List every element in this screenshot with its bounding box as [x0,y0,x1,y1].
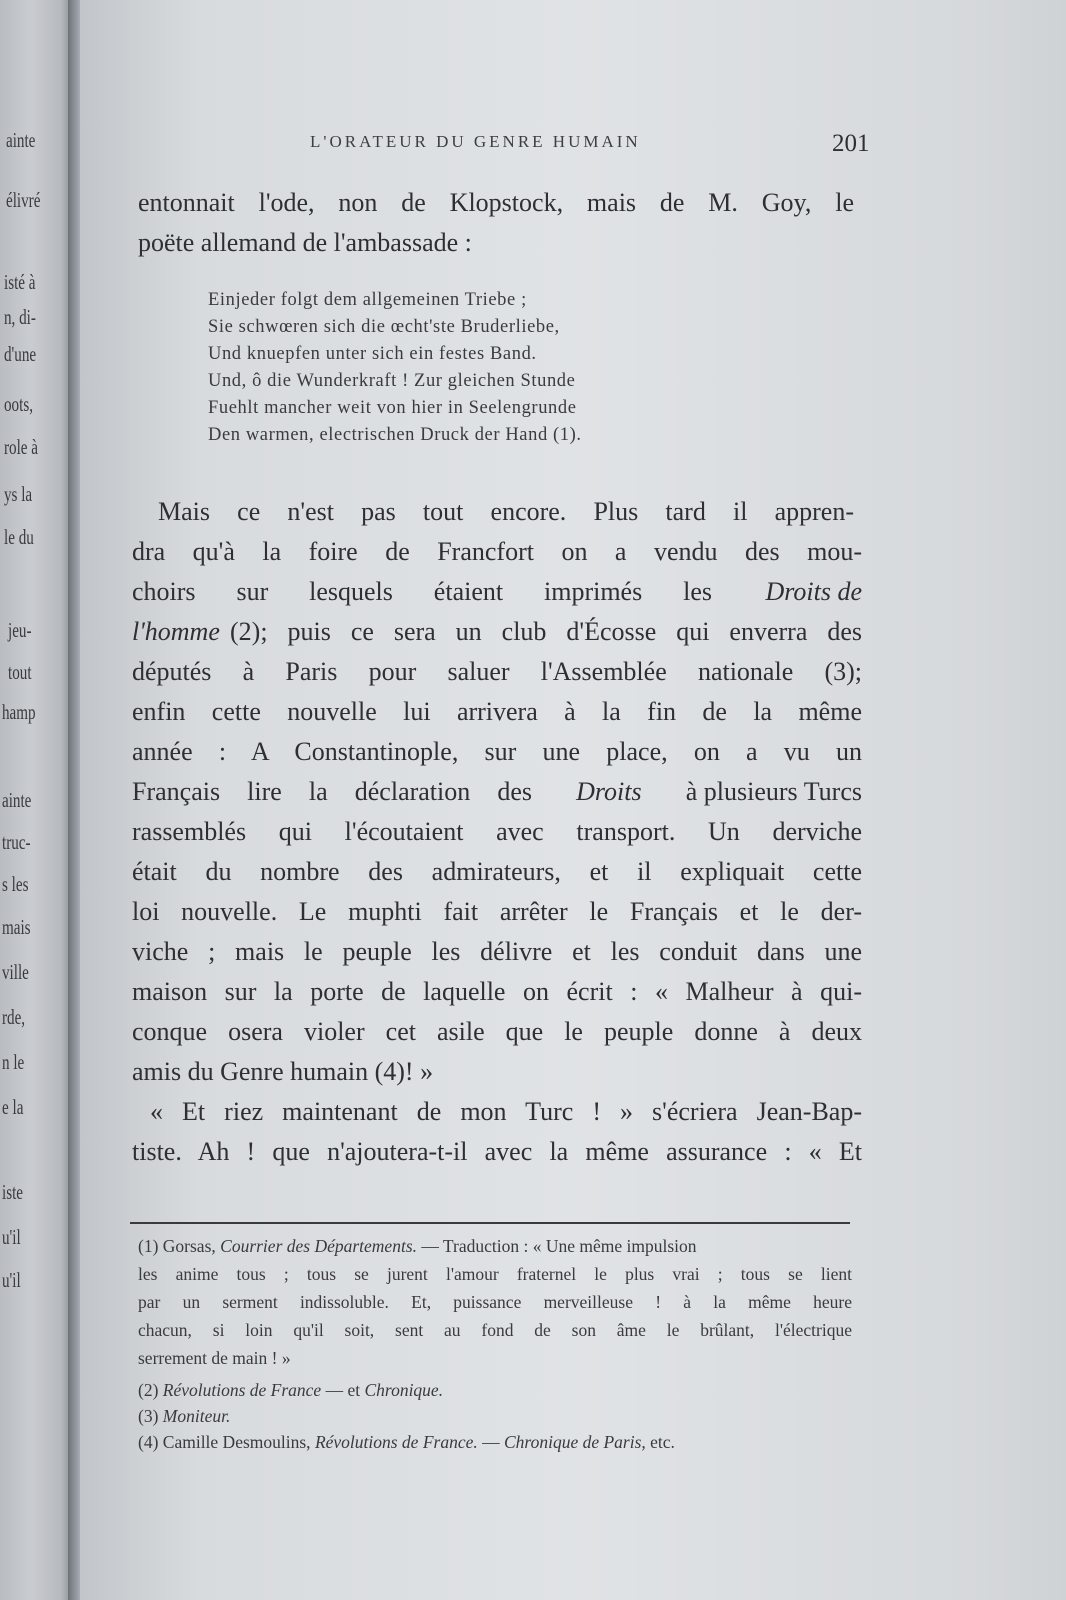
paragraph-line [132,1057,862,1087]
left-page-fragment: tout [8,660,32,684]
footnote-text: — Traduction : « Une même impulsion [421,1236,697,1256]
footnote-line [138,1320,852,1341]
left-page-fragment: hamp [2,700,36,724]
paragraph-line [132,977,862,1007]
footnote-text: par un serment indissoluble. Et, puissance merveilleuse ! à la même heure [138,1292,852,1312]
left-page-fragment: truc- [2,830,31,854]
left-page-fragment: mais [2,915,31,939]
footnote-source: Révolutions de France [162,1380,322,1400]
page-number: 201 [832,130,870,157]
footnote-number: (4) [138,1432,159,1452]
paragraph-line-text: à plusieurs Turcs [685,777,862,806]
paragraph-line [132,577,862,607]
verse-line: Sie schwœren sich die œcht'ste Bruderliebe, [208,317,560,337]
left-page-fragment: u'il [2,1225,21,1249]
footnote-source: Courrier des Départements. [220,1236,417,1256]
paragraph-line [132,697,862,727]
verse-line: Einjeder folgt dem allgemeinen Triebe ; [208,290,527,310]
paragraph-line [132,1137,862,1167]
text-line-content: entonnait l'ode, non de Klopstock, mais de M. Goy, le [138,188,854,217]
left-page-fragment: élivré [6,188,41,212]
footnote-rule [130,1222,850,1224]
paragraph-line [132,737,862,767]
paragraph-line-text: loi nouvelle. Le muphti fait arrêter le Français et le der- [132,897,862,926]
paragraph-line-text: (2); puis ce sera un club d'Écosse qui enverra des [230,617,862,646]
paragraph-line-text: tiste. Ah ! que n'ajoutera-t-il avec la même assurance : « Et [132,1137,862,1166]
footnote-2 [138,1380,443,1401]
paragraph-line [132,1017,862,1047]
paragraph-line [132,817,862,847]
text-line [138,228,854,258]
left-page-fragment: isté à [4,270,36,294]
text-line-content: poëte allemand de l'ambassade : [138,228,472,257]
verse-line: Und, ô die Wunderkraft ! Zur gleichen Stunde [208,371,576,391]
verse-line: Fuehlt mancher weit von hier in Seelengrunde [208,398,577,418]
footnote-author: Camille Desmoulins, [162,1432,311,1452]
verse-line: Den warmen, electrischen Druck der Hand (1). [208,425,582,445]
left-page-fragment: e la [2,1095,24,1119]
left-page-fragment: oots, [4,392,33,416]
footnote-source: Révolutions de France. [314,1432,478,1452]
footnote-line [138,1264,852,1285]
left-page-fragment: ys la [4,482,33,506]
paragraph-line [132,657,862,687]
left-page-fragment: u'il [2,1268,21,1292]
left-page-fragment: jeu- [8,618,32,642]
paragraph-line-text: dra qu'à la foire de Francfort on a vendu des mou- [132,537,862,566]
paragraph-line-text: enfin cette nouvelle lui arrivera à la fin de la même [132,697,862,726]
left-page-fragment: role à [4,435,39,459]
footnote-1 [138,1236,697,1257]
footnote-number: (2) [138,1380,159,1400]
running-head: L'ORATEUR DU GENRE HUMAIN [310,132,641,151]
paragraph-line [150,1097,862,1127]
paragraph-line-text: Français lire la déclaration des [132,777,532,806]
left-page-fragment: ainte [6,128,36,152]
footnote-author: Gorsas, [162,1236,216,1256]
text-line [138,188,854,218]
paragraph-line-text: amis du Genre humain (4)! » [132,1057,434,1086]
paragraph-line [132,897,862,927]
footnote-text: — et [325,1380,361,1400]
footnote-text: les anime tous ; tous se jurent l'amour fraternel le plus vrai ; tous se lient [138,1264,852,1284]
paragraph-line [132,617,862,647]
left-page-fragment: n le [2,1050,25,1074]
paragraph-line-text: Mais ce n'est pas tout encore. Plus tard il appren- [158,497,854,526]
left-page-fragment: le du [4,525,34,549]
footnote-line [138,1292,852,1313]
italic-title: l'homme [132,617,220,646]
paragraph-line-text: viche ; mais le peuple les délivre et les conduit dans une [132,937,862,966]
paragraph-line-text: députés à Paris pour saluer l'Assemblée nationale (3); [132,657,862,686]
footnote-source: Chronique. [364,1380,444,1400]
paragraph-line-text: était du nombre des admirateurs, et il expliquait cette [132,857,862,886]
paragraph-line-text: maison sur la porte de laquelle on écrit : « Malheur à qui- [132,977,862,1006]
left-page-fragment: iste [2,1180,24,1204]
left-page-fragment: ville [2,960,29,984]
paragraph-line-text: conque osera violer cet asile que le peuple donne à deux [132,1017,862,1046]
verse-line: Und knuepfen unter sich ein festes Band. [208,344,537,364]
left-page-fragment: d'une [4,342,37,366]
footnote-3 [138,1406,230,1427]
left-page-edge [0,0,76,1600]
footnote-number: (3) [138,1406,159,1426]
italic-title: Droits [576,777,642,806]
left-page-fragment: s les [2,872,29,896]
paragraph-line [132,937,862,967]
footnote-text: chacun, si loin qu'il soit, sent au fond de son âme le brûlant, l'électrique [138,1320,852,1340]
left-page-fragment: n, di- [4,305,36,329]
paragraph-line-text: « Et riez maintenant de mon Turc ! » s'écriera Jean-Bap- [150,1097,862,1126]
footnote-source: Chronique de Paris, [504,1432,646,1452]
footnote-text: — [482,1432,500,1452]
paragraph-line [132,857,862,887]
footnote-line [138,1348,291,1369]
left-page-fragment: rde, [2,1005,26,1029]
paragraph-line-text: choirs sur lesquels étaient imprimés les [132,577,712,606]
book-page [80,0,1066,1600]
footnote-4 [138,1432,675,1453]
footnote-text: etc. [650,1432,675,1452]
paragraph-line [132,777,862,807]
footnote-source: Moniteur. [162,1406,231,1426]
paragraph-line-text: année : A Constantinople, sur une place, on a vu un [132,737,862,766]
footnote-number: (1) [138,1236,159,1256]
left-page-fragment: ainte [2,788,32,812]
paragraph-line [158,497,854,527]
paragraph-line-text: rassemblés qui l'écoutaient avec transport. Un derviche [132,817,862,846]
paragraph-line [132,537,862,567]
italic-title: Droits de [765,577,862,606]
footnote-text: serrement de main ! » [138,1348,291,1368]
